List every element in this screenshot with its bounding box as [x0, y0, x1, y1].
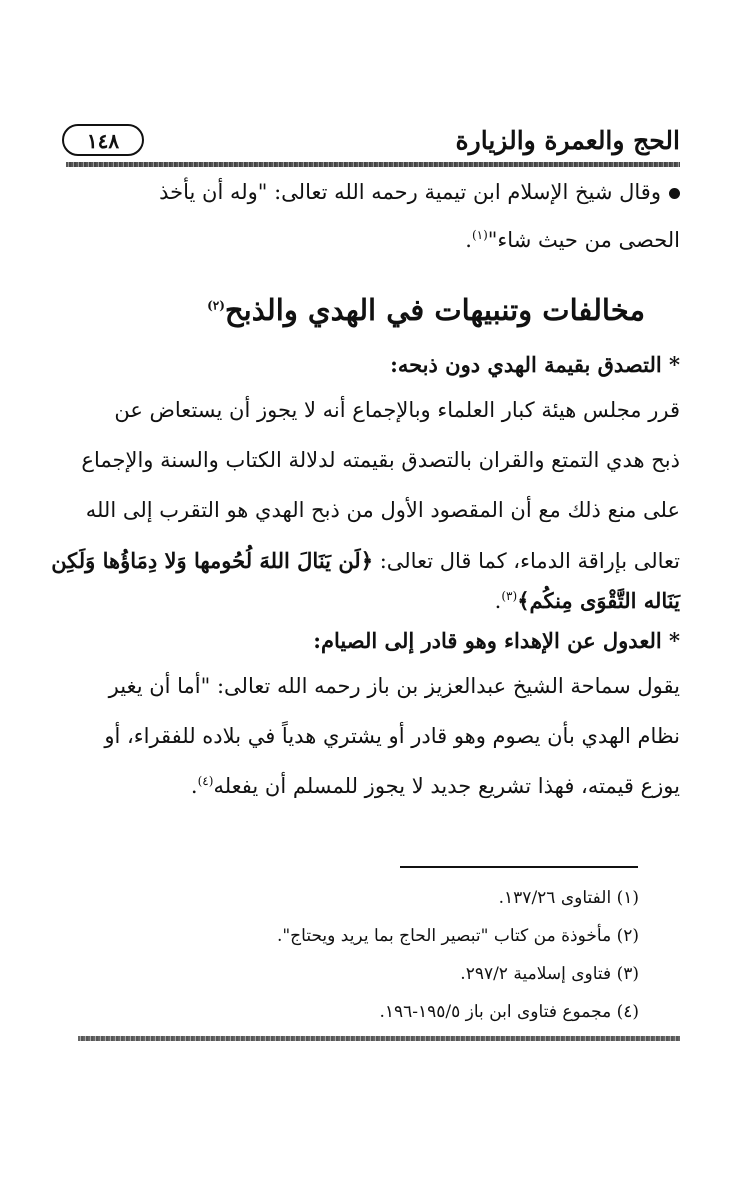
- subsection-1-heading: * التصدق بقيمة الهدي دون ذبحه:: [390, 352, 680, 377]
- bullet-icon: [669, 188, 680, 199]
- paragraph-line: قرر مجلس هيئة كبار العلماء وبالإجماع أنه لا يجوز أن يستعاض عن: [114, 398, 680, 422]
- bottom-rule: [78, 1036, 680, 1041]
- footnote-rule: [400, 866, 638, 868]
- paragraph-line: يَنَاله التَّقْوَى مِنكُم﴾$^{(٣)}$.: [494, 588, 680, 613]
- quran-verse: ﴿لَن يَنَالَ اللهَ لُحُومها وَلا دِمَاؤُها وَلَكِن: [51, 548, 374, 573]
- page-header: [62, 120, 680, 164]
- paragraph-line: ذبح هدي التمتع والقران بالتصدق بقيمته لدلالة الكتاب والسنة والإجماع: [81, 448, 680, 472]
- page-number: ١٤٨: [62, 124, 144, 156]
- header-rule: [66, 162, 680, 167]
- paragraph-line: يوزع قيمته، فهذا تشريع جديد لا يجوز للمسلم أن يفعله$^{(٤)}$.: [190, 774, 680, 798]
- running-title: الحج والعمرة والزيارة: [455, 126, 680, 155]
- intro-line-1: وقال شيخ الإسلام ابن تيمية رحمه الله تعالى: "وله أن يأخذ: [159, 180, 680, 204]
- section-title: مخالفات وتنبيهات في الهدي والذبح$^{(٢)}$: [207, 293, 645, 327]
- footnote-ref: (١): [471, 228, 488, 242]
- footnote-1: (١) الفتاوى ١٣٧/٢٦.: [498, 888, 639, 908]
- footnote-ref: (٤): [197, 774, 214, 788]
- footnote-ref: (٣): [501, 589, 518, 603]
- quran-verse: يَنَاله التَّقْوَى مِنكُم﴾: [517, 588, 680, 613]
- footnote-2: (٢) مأخوذة من كتاب "تبصير الحاج بما يريد ويحتاج".: [276, 926, 639, 946]
- footnote-ref: (٢): [207, 298, 225, 313]
- footnote-3: (٣) فتاوى إسلامية ٢٩٧/٢.: [460, 964, 639, 984]
- paragraph-line: يقول سماحة الشيخ عبدالعزيز بن باز رحمه الله تعالى: "أما أن يغير: [108, 674, 680, 698]
- subsection-2-heading: * العدول عن الإهداء وهو قادر إلى الصيام:: [313, 628, 680, 653]
- paragraph-line: نظام الهدي بأن يصوم وهو قادر أو يشتري هدياً في بلاده للفقراء، أو: [104, 724, 680, 748]
- intro-line-2: الحصى من حيث شاء"$^{(١)}$.: [465, 228, 680, 252]
- paragraph-line: على منع ذلك مع أن المقصود الأول من ذبح الهدي هو التقرب إلى الله: [85, 498, 680, 522]
- footnote-4: (٤) مجموع فتاوى ابن باز ١٩٥/٥-١٩٦.: [379, 1002, 639, 1022]
- paragraph-line: تعالى بإراقة الدماء، كما قال تعالى: ﴿لَن يَنَالَ اللهَ لُحُومها وَلا دِمَاؤُها وَلَكِن: [51, 548, 680, 573]
